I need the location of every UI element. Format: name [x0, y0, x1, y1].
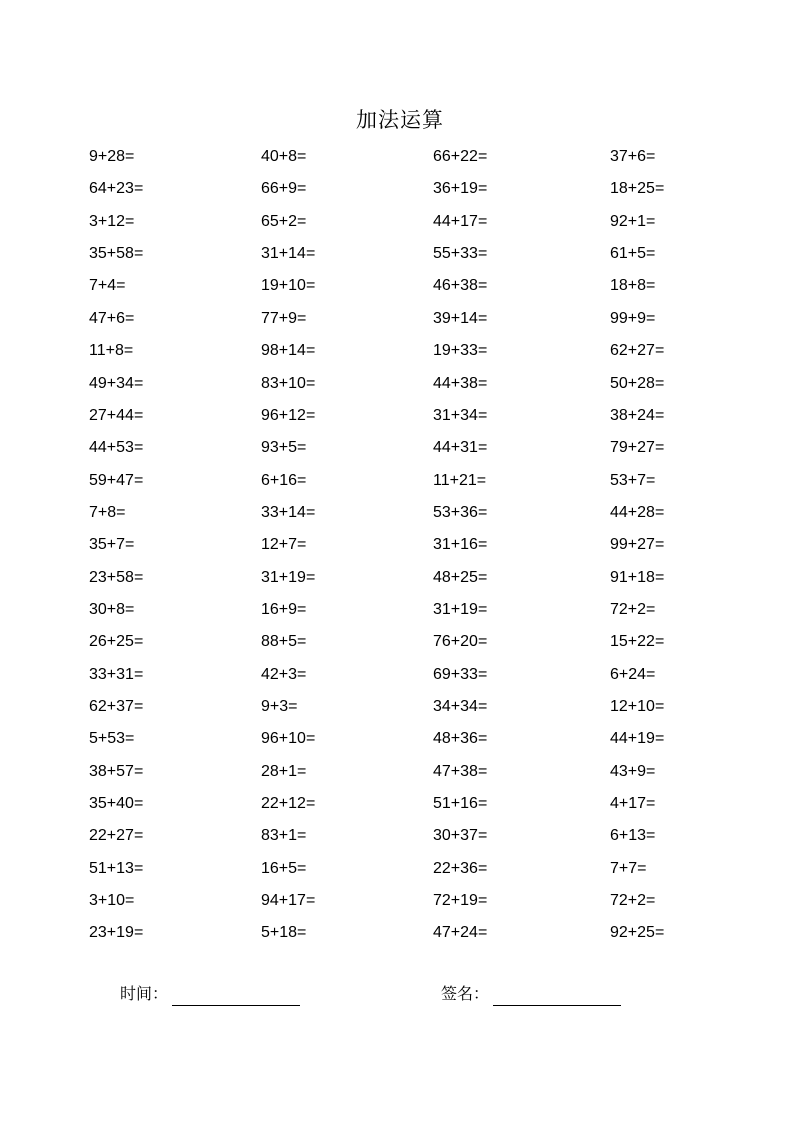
problem-item: 62+27=	[610, 342, 665, 360]
problem-item: 51+13=	[89, 859, 144, 877]
problem-item: 18+25=	[610, 180, 665, 198]
problem-item: 26+25=	[89, 633, 144, 651]
problem-item: 11+8=	[89, 342, 134, 360]
problem-item: 30+8=	[89, 600, 135, 618]
problem-item: 76+20=	[433, 633, 488, 651]
problem-item: 7+4=	[89, 277, 126, 295]
problem-item: 72+19=	[433, 892, 488, 910]
problem-item: 91+18=	[610, 568, 665, 586]
signature-blank-line	[493, 987, 621, 1006]
problem-item: 4+17=	[610, 795, 656, 812]
problem-item: 18+8=	[610, 277, 656, 295]
problem-item: 27+44=	[89, 406, 144, 424]
problem-item: 64+23=	[89, 180, 144, 198]
problem-item: 30+37=	[433, 827, 488, 845]
problem-item: 77+9=	[261, 309, 307, 327]
problem-item: 9+28=	[89, 148, 135, 165]
problem-item: 39+14=	[433, 309, 488, 327]
problem-item: 36+19=	[433, 180, 488, 198]
problem-item: 96+12=	[261, 406, 316, 424]
problem-item: 3+10=	[89, 892, 135, 910]
problem-item: 43+9=	[610, 762, 656, 780]
problem-item: 99+9=	[610, 309, 656, 327]
problem-item: 35+58=	[89, 245, 144, 263]
problem-item: 6+24=	[610, 665, 656, 683]
problem-item: 7+8=	[89, 503, 126, 521]
problem-item: 44+17=	[433, 212, 488, 230]
problem-item: 61+5=	[610, 245, 656, 263]
problem-item: 94+17=	[261, 892, 316, 910]
problem-item: 88+5=	[261, 633, 307, 651]
problem-item: 34+34=	[433, 698, 488, 715]
problem-item: 93+5=	[261, 439, 307, 457]
problem-item: 16+5=	[261, 859, 307, 877]
problem-item: 22+27=	[89, 827, 144, 845]
signature-label: 签名：	[441, 984, 490, 1003]
problem-item: 83+10=	[261, 374, 316, 392]
problem-item: 69+33=	[433, 665, 488, 683]
problem-item: 98+14=	[261, 342, 316, 360]
problem-item: 37+6=	[610, 148, 656, 165]
problem-item: 11+21=	[433, 471, 487, 489]
problem-item: 12+7=	[261, 536, 307, 554]
problem-item: 62+37=	[89, 698, 144, 715]
problem-item: 6+13=	[610, 827, 656, 845]
problem-item: 31+16=	[433, 536, 488, 554]
problem-item: 23+19=	[89, 924, 144, 942]
problem-item: 92+1=	[610, 212, 656, 230]
problem-item: 31+34=	[433, 406, 488, 424]
problem-item: 72+2=	[610, 600, 656, 618]
problem-item: 83+1=	[261, 827, 307, 845]
problem-item: 31+19=	[433, 600, 488, 618]
problem-item: 7+7=	[610, 859, 647, 877]
problem-item: 31+14=	[261, 245, 316, 263]
problem-item: 5+18=	[261, 924, 307, 942]
problem-item: 31+19=	[261, 568, 316, 586]
problem-item: 3+12=	[89, 212, 135, 230]
problem-item: 65+2=	[261, 212, 307, 230]
problem-item: 47+6=	[89, 309, 135, 327]
problem-item: 46+38=	[433, 277, 488, 295]
time-blank-line	[172, 987, 300, 1006]
problem-item: 44+53=	[89, 439, 144, 457]
problem-item: 59+47=	[89, 471, 144, 489]
problem-item: 47+38=	[433, 762, 488, 780]
problem-item: 72+2=	[610, 892, 656, 910]
problem-item: 22+12=	[261, 795, 316, 812]
problem-item: 50+28=	[610, 374, 665, 392]
problem-item: 47+24=	[433, 924, 488, 942]
problem-item: 51+16=	[433, 795, 488, 812]
time-field	[120, 982, 300, 1006]
problem-item: 96+10=	[261, 730, 316, 748]
problem-item: 55+33=	[433, 245, 488, 263]
problem-item: 38+57=	[89, 762, 144, 780]
problem-item: 99+27=	[610, 536, 665, 554]
problem-item: 5+53=	[89, 730, 135, 748]
problem-item: 35+40=	[89, 795, 144, 812]
time-label: 时间：	[120, 984, 169, 1003]
problem-item: 16+9=	[261, 600, 307, 618]
problem-item: 23+58=	[89, 568, 144, 586]
problem-item: 38+24=	[610, 406, 665, 424]
problem-item: 44+38=	[433, 374, 488, 392]
problem-item: 15+22=	[610, 633, 665, 651]
problem-item: 92+25=	[610, 924, 665, 942]
problem-item: 40+8=	[261, 148, 307, 165]
problem-item: 19+33=	[433, 342, 488, 360]
problem-item: 44+28=	[610, 503, 665, 521]
problem-item: 44+19=	[610, 730, 665, 748]
page-title: 加法运算	[356, 108, 444, 132]
problem-item: 48+25=	[433, 568, 488, 586]
problem-item: 66+22=	[433, 148, 488, 165]
problem-item: 53+36=	[433, 503, 488, 521]
problem-item: 22+36=	[433, 859, 488, 877]
problem-item: 48+36=	[433, 730, 488, 748]
problem-item: 33+31=	[89, 665, 144, 683]
problem-item: 28+1=	[261, 762, 307, 780]
problem-item: 35+7=	[89, 536, 135, 554]
problem-item: 33+14=	[261, 503, 316, 521]
problem-item: 53+7=	[610, 471, 656, 489]
problem-item: 49+34=	[89, 374, 144, 392]
problem-item: 42+3=	[261, 665, 307, 683]
problem-item: 19+10=	[261, 277, 316, 295]
problem-item: 79+27=	[610, 439, 665, 457]
problem-item: 6+16=	[261, 471, 307, 489]
problem-item: 12+10=	[610, 698, 665, 715]
problem-item: 44+31=	[433, 439, 488, 457]
signature-field	[441, 982, 621, 1006]
problem-item: 66+9=	[261, 180, 307, 198]
problem-item: 9+3=	[261, 698, 298, 715]
